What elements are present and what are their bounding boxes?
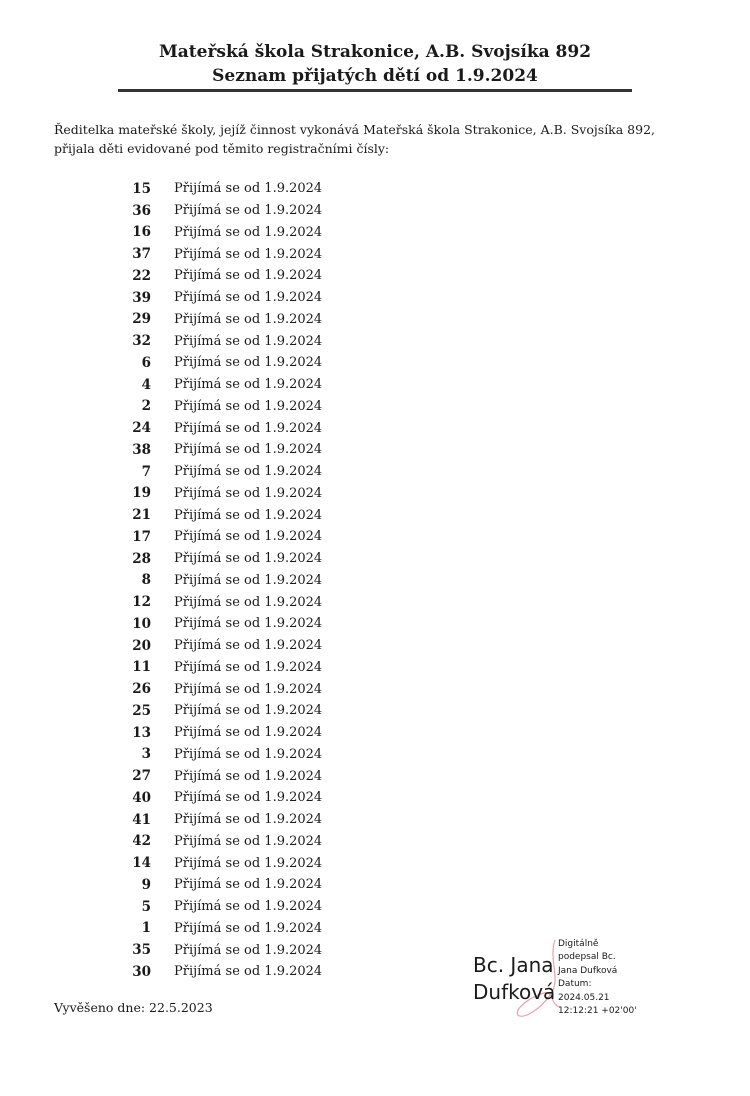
admission-row bbox=[118, 570, 418, 592]
school-name-title: Mateřská škola Strakonice, A.B. Svojsíka 892 bbox=[158, 42, 592, 62]
admission-row bbox=[118, 287, 418, 309]
registration-number: 14 bbox=[132, 855, 151, 872]
registration-number: 15 bbox=[132, 180, 151, 197]
registration-number: 3 bbox=[141, 746, 151, 763]
signature-detail-line: 12:12:21 +02'00' bbox=[558, 1006, 637, 1017]
registration-number: 40 bbox=[132, 789, 151, 806]
signature-details bbox=[558, 938, 637, 1018]
admission-status: Přijímá se od 1.9.2024 bbox=[174, 268, 323, 284]
admission-status: Přijímá se od 1.9.2024 bbox=[174, 290, 323, 306]
admission-row bbox=[118, 243, 418, 265]
admission-row bbox=[118, 352, 418, 374]
registration-number: 42 bbox=[132, 833, 151, 850]
admission-status: Přijímá se od 1.9.2024 bbox=[174, 594, 323, 610]
admission-row bbox=[118, 635, 418, 657]
admission-status: Přijímá se od 1.9.2024 bbox=[174, 181, 323, 197]
header-rule bbox=[118, 89, 632, 92]
list-title: Seznam přijatých dětí od 1.9.2024 bbox=[212, 66, 538, 86]
admission-row bbox=[118, 417, 418, 439]
admission-status: Přijímá se od 1.9.2024 bbox=[174, 529, 323, 545]
registration-number: 26 bbox=[132, 681, 151, 698]
admission-status: Přijímá se od 1.9.2024 bbox=[174, 572, 323, 588]
document-header bbox=[118, 40, 632, 88]
admission-status: Přijímá se od 1.9.2024 bbox=[174, 485, 323, 501]
registration-number: 4 bbox=[141, 376, 151, 393]
admission-status: Přijímá se od 1.9.2024 bbox=[174, 551, 323, 567]
admission-status: Přijímá se od 1.9.2024 bbox=[174, 812, 323, 828]
registration-number: 35 bbox=[132, 942, 151, 959]
registration-number: 7 bbox=[141, 463, 151, 480]
registration-number: 25 bbox=[132, 702, 151, 719]
admission-row bbox=[118, 461, 418, 483]
admission-status: Přijímá se od 1.9.2024 bbox=[174, 899, 323, 915]
admission-row bbox=[118, 483, 418, 505]
signature-detail-line: podepsal Bc. bbox=[558, 952, 616, 963]
admission-status: Přijímá se od 1.9.2024 bbox=[174, 768, 323, 784]
admission-status: Přijímá se od 1.9.2024 bbox=[174, 877, 323, 893]
admission-row bbox=[118, 744, 418, 766]
admission-status: Přijímá se od 1.9.2024 bbox=[174, 377, 323, 393]
admission-row bbox=[118, 591, 418, 613]
admission-status: Přijímá se od 1.9.2024 bbox=[174, 964, 323, 980]
admission-status: Přijímá se od 1.9.2024 bbox=[174, 942, 323, 958]
admission-row bbox=[118, 439, 418, 461]
admission-list bbox=[118, 178, 418, 983]
admission-status: Přijímá se od 1.9.2024 bbox=[174, 224, 323, 240]
admission-status: Přijímá se od 1.9.2024 bbox=[174, 833, 323, 849]
admission-status: Přijímá se od 1.9.2024 bbox=[174, 855, 323, 871]
admission-row bbox=[118, 309, 418, 331]
admission-row bbox=[118, 374, 418, 396]
registration-number: 11 bbox=[132, 659, 151, 676]
posted-date: Vyvěšeno dne: 22.5.2023 bbox=[54, 1000, 213, 1015]
registration-number: 24 bbox=[132, 420, 151, 437]
registration-number: 30 bbox=[132, 963, 151, 980]
registration-number: 1 bbox=[141, 920, 151, 937]
admission-row bbox=[118, 265, 418, 287]
admission-row bbox=[118, 396, 418, 418]
admission-status: Přijímá se od 1.9.2024 bbox=[174, 659, 323, 675]
admission-status: Přijímá se od 1.9.2024 bbox=[174, 333, 323, 349]
signature-detail-line: 2024.05.21 bbox=[558, 992, 610, 1003]
admission-row bbox=[118, 526, 418, 548]
registration-number: 27 bbox=[132, 768, 151, 785]
registration-number: 21 bbox=[132, 507, 151, 524]
admission-status: Přijímá se od 1.9.2024 bbox=[174, 507, 323, 523]
admission-status: Přijímá se od 1.9.2024 bbox=[174, 616, 323, 632]
registration-number: 16 bbox=[132, 224, 151, 241]
registration-number: 10 bbox=[132, 615, 151, 632]
registration-number: 19 bbox=[132, 485, 151, 502]
intro-line-2: přijala děti evidované pod těmito registračními čísly: bbox=[54, 141, 390, 156]
admission-status: Přijímá se od 1.9.2024 bbox=[174, 355, 323, 371]
admission-row bbox=[118, 700, 418, 722]
admission-status: Přijímá se od 1.9.2024 bbox=[174, 464, 323, 480]
signature-name-line-2: Dufková bbox=[473, 980, 556, 1004]
signature-name-line-1: Bc. Jana bbox=[473, 953, 554, 977]
registration-number: 39 bbox=[132, 289, 151, 306]
signature-detail-line: Jana Dufková bbox=[558, 965, 618, 976]
admission-row bbox=[118, 939, 418, 961]
registration-number: 5 bbox=[141, 898, 151, 915]
admission-row bbox=[118, 765, 418, 787]
registration-number: 38 bbox=[132, 441, 151, 458]
admission-row bbox=[118, 918, 418, 940]
admission-status: Přijímá se od 1.9.2024 bbox=[174, 246, 323, 262]
registration-number: 41 bbox=[132, 811, 151, 828]
admission-status: Přijímá se od 1.9.2024 bbox=[174, 638, 323, 654]
registration-number: 32 bbox=[132, 333, 151, 350]
admission-row bbox=[118, 787, 418, 809]
admission-status: Přijímá se od 1.9.2024 bbox=[174, 442, 323, 458]
registration-number: 20 bbox=[132, 637, 151, 654]
signature-name bbox=[473, 952, 555, 1006]
registration-number: 2 bbox=[141, 398, 151, 415]
admission-status: Přijímá se od 1.9.2024 bbox=[174, 681, 323, 697]
registration-number: 29 bbox=[132, 311, 151, 328]
registration-number: 28 bbox=[132, 550, 151, 567]
registration-number: 9 bbox=[141, 876, 151, 893]
admission-row bbox=[118, 809, 418, 831]
admission-status: Přijímá se od 1.9.2024 bbox=[174, 790, 323, 806]
admission-row bbox=[118, 613, 418, 635]
admission-status: Přijímá se od 1.9.2024 bbox=[174, 420, 323, 436]
admission-status: Přijímá se od 1.9.2024 bbox=[174, 703, 323, 719]
intro-line-1: Ředitelka mateřské školy, jejíž činnost vykonává Mateřská škola Strakonice, A.B. Svojsíka 892, bbox=[54, 122, 656, 137]
admission-status: Přijímá se od 1.9.2024 bbox=[174, 746, 323, 762]
admission-status: Přijímá se od 1.9.2024 bbox=[174, 311, 323, 327]
registration-number: 12 bbox=[132, 594, 151, 611]
admission-row bbox=[118, 657, 418, 679]
registration-number: 37 bbox=[132, 246, 151, 263]
registration-number: 17 bbox=[132, 528, 151, 545]
registration-number: 36 bbox=[132, 202, 151, 219]
admission-status: Přijímá se od 1.9.2024 bbox=[174, 203, 323, 219]
intro-paragraph bbox=[54, 120, 694, 158]
registration-number: 22 bbox=[132, 267, 151, 284]
admission-row bbox=[118, 178, 418, 200]
signature-detail-line: Datum: bbox=[558, 979, 592, 990]
admission-row bbox=[118, 678, 418, 700]
admission-row bbox=[118, 722, 418, 744]
registration-number: 13 bbox=[132, 724, 151, 741]
admission-row bbox=[118, 896, 418, 918]
admission-status: Přijímá se od 1.9.2024 bbox=[174, 398, 323, 414]
signature-detail-line: Digitálně bbox=[558, 939, 599, 949]
admission-row bbox=[118, 961, 418, 983]
admission-row bbox=[118, 852, 418, 874]
admission-status: Přijímá se od 1.9.2024 bbox=[174, 725, 323, 741]
admission-status: Přijímá se od 1.9.2024 bbox=[174, 920, 323, 936]
admission-row bbox=[118, 831, 418, 853]
admission-row bbox=[118, 504, 418, 526]
registration-number: 8 bbox=[141, 572, 151, 589]
admission-row bbox=[118, 874, 418, 896]
admission-row bbox=[118, 330, 418, 352]
admission-row bbox=[118, 548, 418, 570]
registration-number: 6 bbox=[141, 354, 151, 371]
admission-row bbox=[118, 200, 418, 222]
admission-row bbox=[118, 222, 418, 244]
